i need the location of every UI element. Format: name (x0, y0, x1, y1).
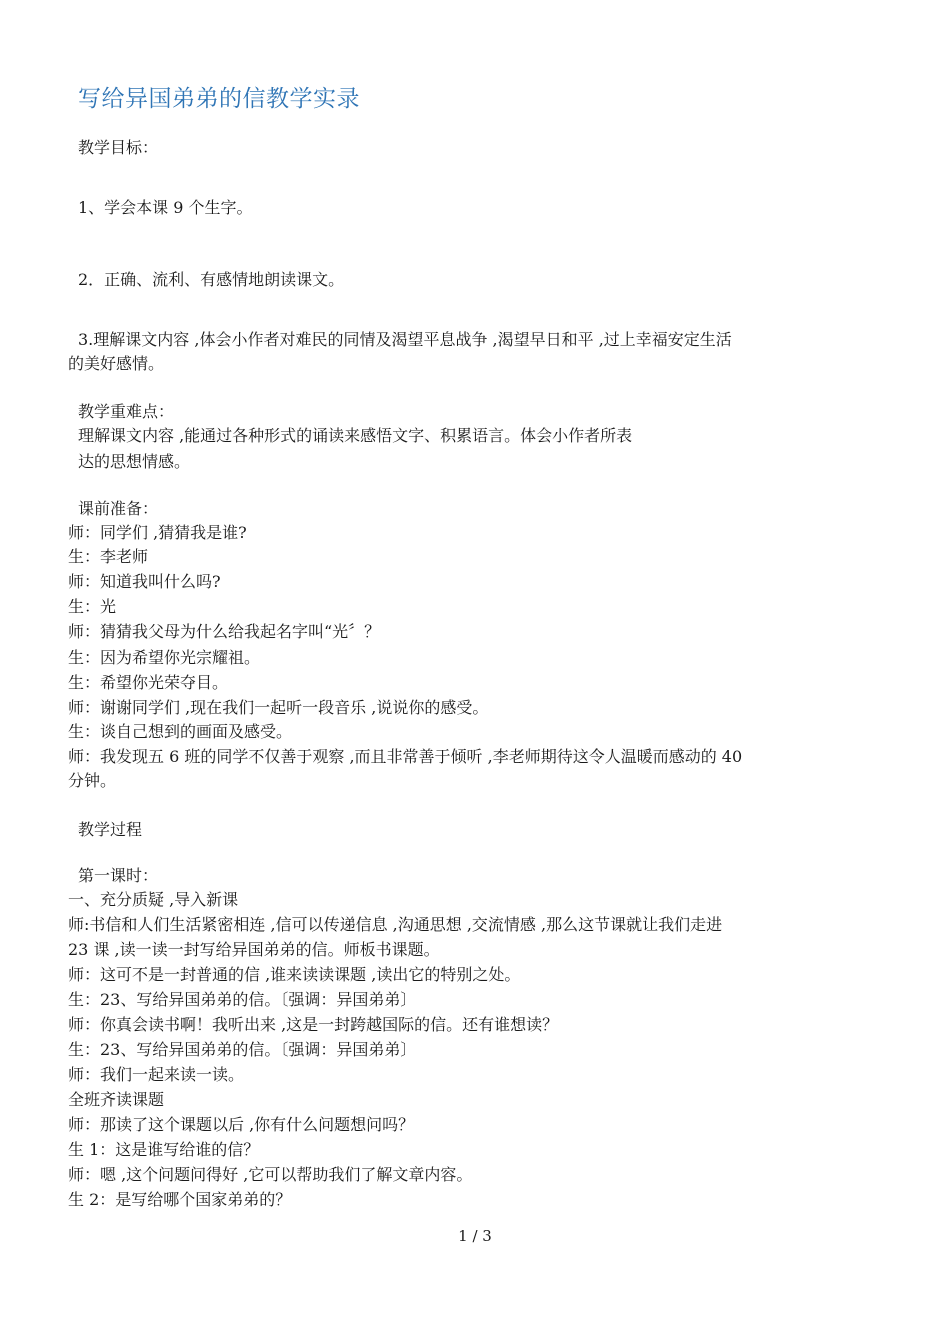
process-heading: 教学过程 (78, 820, 143, 839)
dialogue-line: 师：知道我叫什么吗? (68, 572, 221, 591)
process-line: 全班齐读课题 (68, 1090, 165, 1109)
goals-heading: 教学目标： (78, 138, 159, 157)
dialogue-line: 师：同学们 ,猜猜我是谁? (68, 523, 247, 542)
process-line: 生：23、写给异国弟弟的信。〔强调：异国弟弟〕 (68, 990, 417, 1009)
dialogue-line: 分钟。 (68, 771, 117, 790)
lesson-heading: 第一课时： (78, 866, 159, 885)
dialogue-line: 生：因为希望你光宗耀祖。 (68, 648, 261, 667)
process-line: 师：你真会读书啊！我听出来 ,这是一封跨越国际的信。还有谁想读？ (68, 1015, 559, 1034)
dialogue-line: 师：谢谢同学们 ,现在我们一起听一段音乐 ,说说你的感受。 (68, 698, 489, 717)
dialogue-line: 生：谈自己想到的画面及感受。 (68, 722, 293, 741)
process-line: 师：那读了这个课题以后 ,你有什么问题想问吗？ (68, 1115, 415, 1134)
process-line: 23 课 ,读一读一封写给异国弟弟的信。师板书课题。 (68, 940, 440, 959)
dialogue-line: 生：李老师 (68, 547, 149, 566)
keypoints-heading: 教学重难点： (78, 402, 175, 421)
dialogue-line: 生：光 (68, 597, 117, 616)
process-line: 师：这可不是一封普通的信 ,谁来读读课题 ,读出它的特别之处。 (68, 965, 521, 984)
keypoints-text: 达的思想情感。 (78, 452, 191, 471)
process-line: 生 1：这是谁写给谁的信？ (68, 1140, 260, 1159)
process-line: 生：23、写给异国弟弟的信。〔强调：异国弟弟〕 (68, 1040, 417, 1059)
dialogue-line: 生：希望你光荣夺目。 (68, 673, 229, 692)
goal-item: 2．正确、流利、有感情地朗读课文。 (78, 270, 345, 289)
dialogue-line: 师：猜猜我父母为什么给我起名字叫“光〞？ (68, 622, 381, 641)
process-line: 生 2：是写给哪个国家弟弟的？ (68, 1190, 292, 1209)
page-number: 1 / 3 (458, 1227, 492, 1245)
keypoints-text: 理解课文内容 ,能通过各种形式的诵读来感悟文字、积累语言。体会小作者所表 (78, 426, 633, 445)
goal-item: 1、学会本课 9 个生字。 (78, 198, 253, 217)
document-title: 写给异国弟弟的信教学实录 (78, 86, 360, 112)
goal-item: 3.理解课文内容 ,体会小作者对难民的同情及渴望平息战争 ,渴望早日和平 ,过上幸福安定生活 (78, 330, 732, 349)
process-line: 师:书信和人们生活紧密相连 ,信可以传递信息 ,沟通思想 ,交流情感 ,那么这节课就让我们走进 (68, 915, 723, 934)
dialogue-line: 师：我发现五 6 班的同学不仅善于观察 ,而且非常善于倾听 ,李老师期待这令人温暖而感动的 40 (68, 747, 743, 766)
process-line: 师：嗯 ,这个问题问得好 ,它可以帮助我们了解文章内容。 (68, 1165, 473, 1184)
goal-item-continued: 的美好感情。 (68, 354, 165, 373)
process-line: 师：我们一起来读一读。 (68, 1065, 245, 1084)
process-line: 一、充分质疑 ,导入新课 (68, 890, 239, 909)
prep-heading: 课前准备： (78, 499, 159, 518)
